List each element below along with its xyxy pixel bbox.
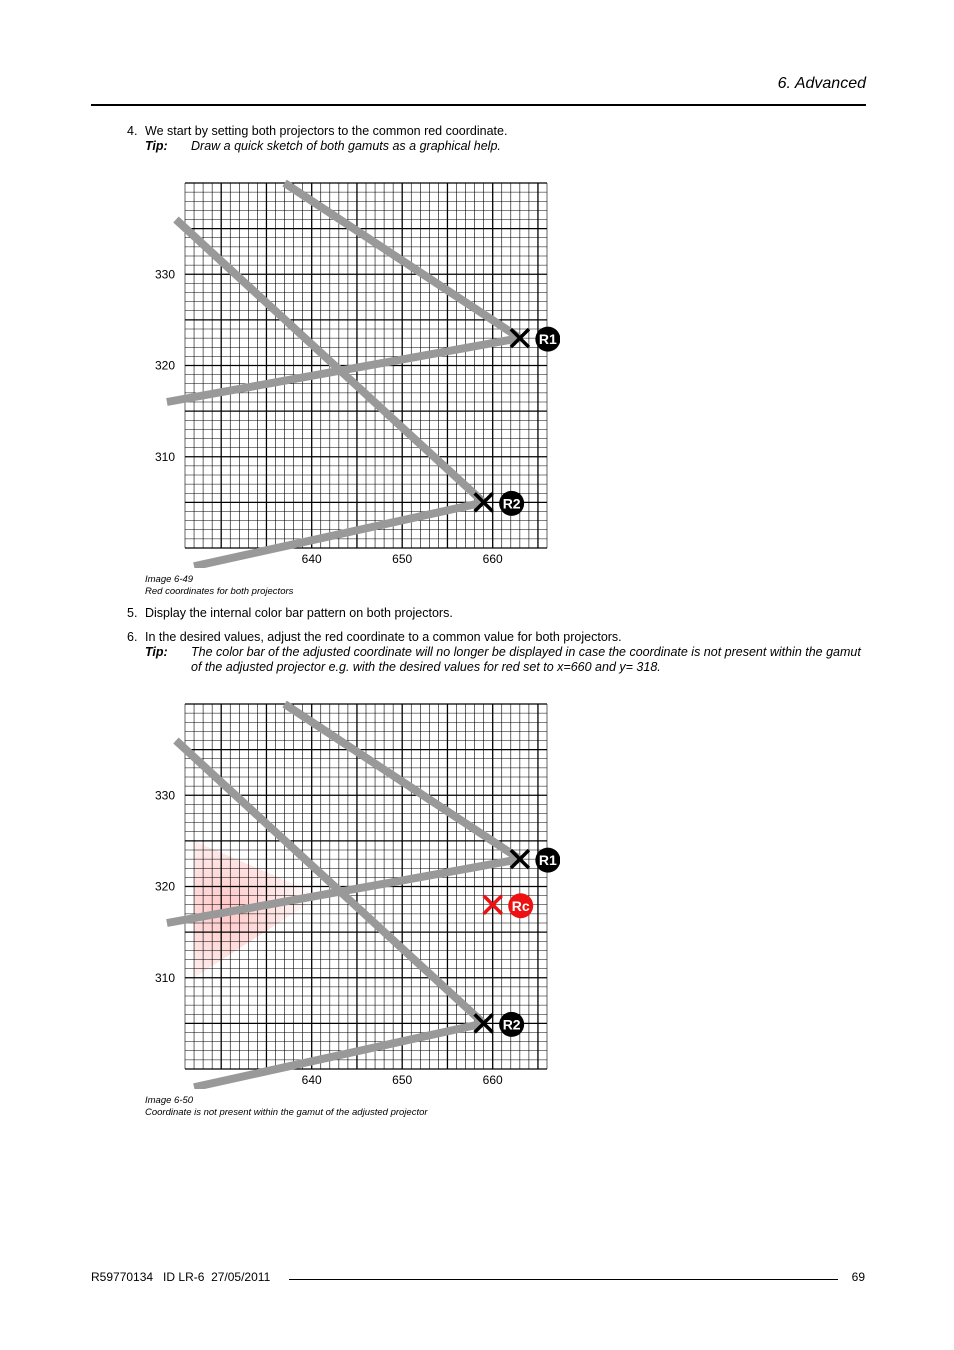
chart-2-svg <box>140 689 560 1089</box>
chart-1-svg <box>140 168 560 568</box>
tip-text: Draw a quick sketch of both gamuts as a graphical help. <box>191 139 501 153</box>
page-number: 69 <box>851 1270 865 1284</box>
y-tick-label: 330 <box>154 788 175 803</box>
footer-rule <box>289 1279 838 1280</box>
y-tick-label: 320 <box>154 358 175 373</box>
x-tick-label: 640 <box>301 1073 322 1087</box>
y-tick-label: 310 <box>154 970 175 985</box>
point-label-r1: R1 <box>538 331 557 348</box>
point-label-r2: R2 <box>502 1016 521 1033</box>
tip-label: Tip: <box>145 645 168 659</box>
caption-2 <box>145 1095 428 1119</box>
caption-number: Image 6-50 <box>145 1095 194 1106</box>
x-tick-label: 640 <box>301 552 322 566</box>
step-text: In the desired values, adjust the red coordinate to a common value for both projectors. <box>145 630 622 644</box>
step-number: 5. <box>127 606 138 620</box>
tip-label: Tip: <box>145 139 168 153</box>
step-number: 4. <box>127 124 138 138</box>
x-tick-label: 650 <box>392 1073 413 1087</box>
chart-1 <box>140 168 560 573</box>
caption-text: Coordinate is not present within the gamut of the adjusted projector <box>145 1107 428 1118</box>
y-tick-label: 330 <box>154 267 175 282</box>
step-text: Display the internal color bar pattern on both projectors. <box>145 606 453 620</box>
caption-text: Red coordinates for both projectors <box>145 586 294 597</box>
point-label-r2: R2 <box>502 495 521 512</box>
step-6 <box>127 630 622 644</box>
step-text: We start by setting both projectors to the common red coordinate. <box>145 124 508 138</box>
step-number: 6. <box>127 630 138 644</box>
header-rule <box>91 104 866 106</box>
chapter-title: 6. Advanced <box>777 75 866 92</box>
x-tick-label: 660 <box>482 1073 503 1087</box>
chart-2 <box>140 689 560 1094</box>
caption-number: Image 6-49 <box>145 574 194 585</box>
point-label-r1: R1 <box>538 852 557 869</box>
step-5 <box>127 606 453 620</box>
caption-1 <box>145 574 293 598</box>
footer-document-id: R59770134 ID LR-6 27/05/2011 <box>91 1270 271 1284</box>
y-tick-label: 320 <box>154 879 175 894</box>
x-tick-label: 650 <box>392 552 413 566</box>
tip-text: The color bar of the adjusted coordinate will no longer be displayed in case the coordinate is not present within the gamut of the adjusted projector e.g. with the desired values for red set to x=660 and y= 318. <box>191 645 861 674</box>
point-label-rc: Rc <box>511 897 530 914</box>
tip-1 <box>145 139 867 154</box>
x-tick-label: 660 <box>482 552 503 566</box>
step-4 <box>127 124 507 138</box>
tip-2 <box>145 645 867 675</box>
y-tick-label: 310 <box>154 449 175 464</box>
